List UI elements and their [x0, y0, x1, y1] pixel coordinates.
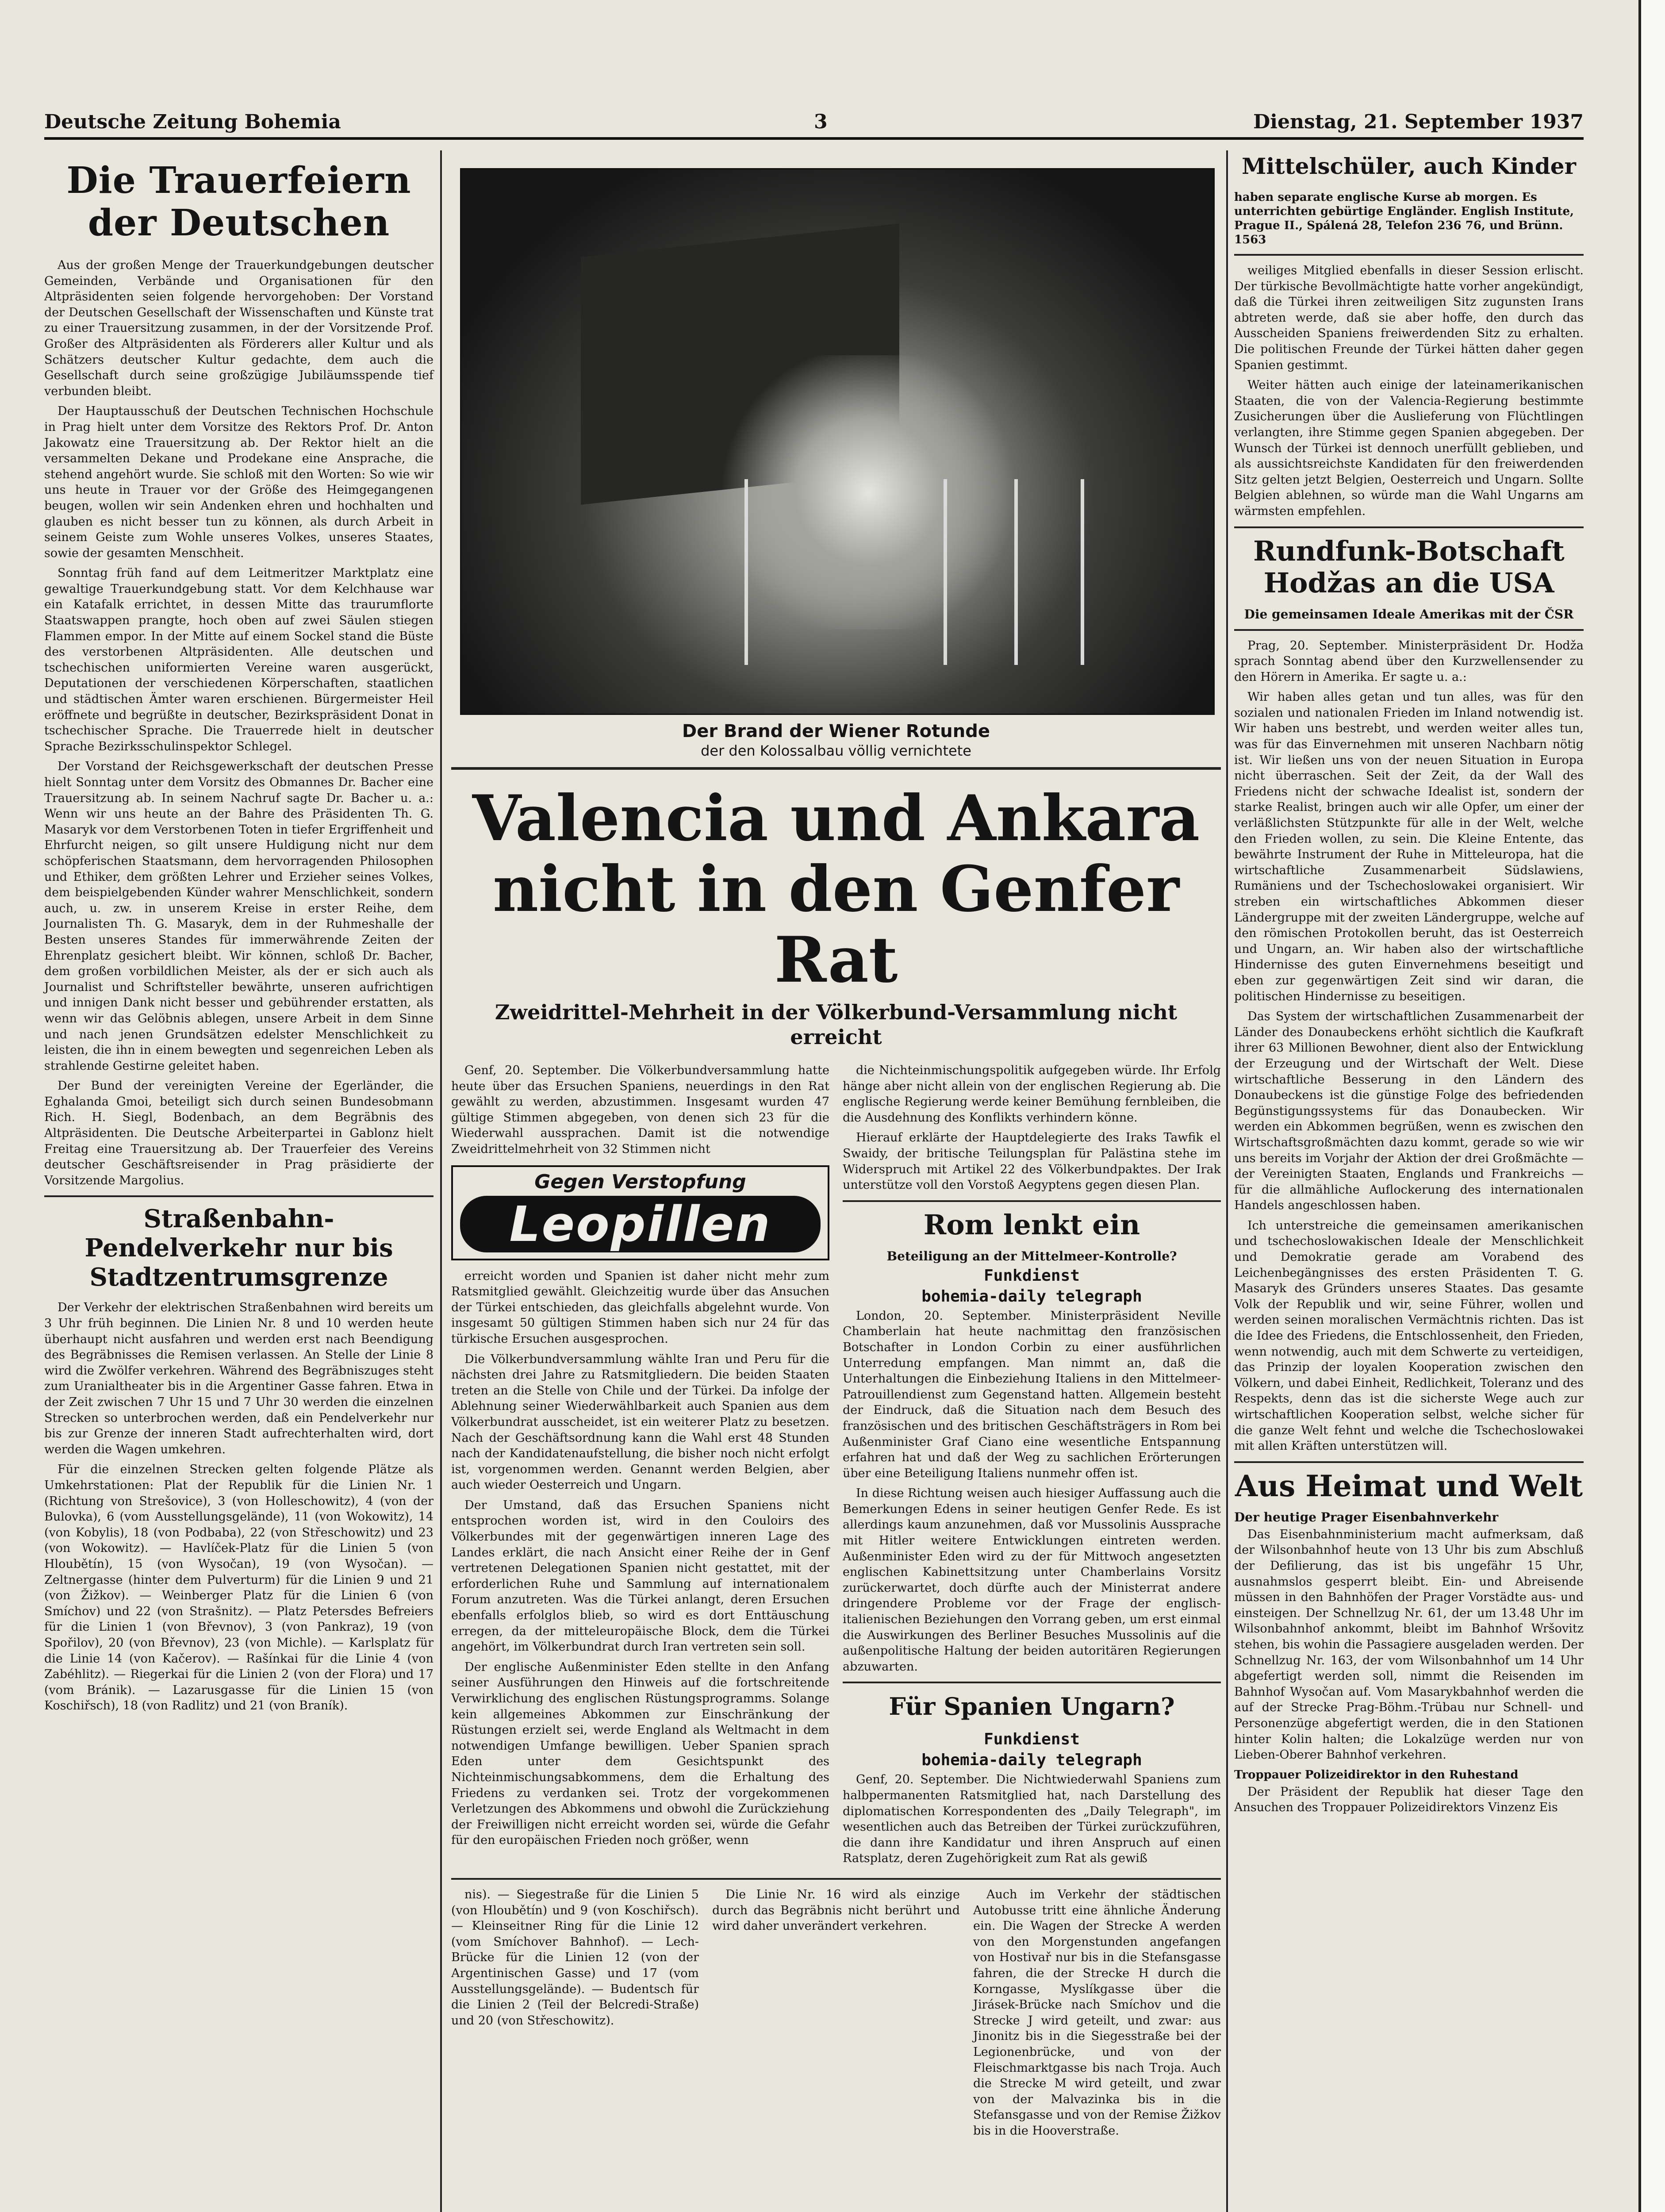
article-body	[843, 1772, 1221, 1866]
continuation-column	[451, 1887, 699, 2143]
article-headline: Straßenbahn-Pendelverkehr nur bis Stadtzentrumsgrenze	[84, 1204, 393, 1292]
article-subheadline: Beteiligung an der Mittelmeer-Kontrolle?	[886, 1248, 1177, 1263]
article-headline: Rundfunk-Botschaft Hodžas an die USA	[1253, 534, 1565, 599]
newspaper-name: Deutsche Zeitung Bohemia	[44, 111, 341, 133]
article-subheadline: Troppauer Polizeidirektor in den Ruhestand	[1234, 1768, 1519, 1782]
photo-post	[1014, 479, 1018, 665]
issue-date: Dienstag, 21. September 1937	[1253, 111, 1584, 133]
paragraph: Wir haben alles getan und tun alles, was für den sozialen und nationalen Frieden im Inland notwendig ist. Wir haben uns bestrebt, und werden weiter alles tun, was für das Einvernehmen mit unseren Nachbarn nötig ist. Wir ließen uns von der neuen Situation in Europa nicht überraschen. Seit der Zeit, da der Wall des Friedens nicht der schwache Idealist ist, sondern der starke Realist, bringen auch wir alle Opfer, um einer der verläßlichsten Stützpunkte für alle in der Welt, welche den Frieden wollen, zu sein. Die Kleine Entente, das bewährte Instrument der Ruhe in Mitteleuropa, hat die wirtschaftliche Zusammenarbeit Südslawiens, Rumäniens und der Tschechoslowakei organisiert. Wir streben ein wirtschaftliches Abkommen dieser Ländergruppe mit der zweiten Ländergruppe, welche auf den römischen Protokollen beruht, das ist Oesterreich und Ungarn, an. Wir haben also der wirtschaftliche Hindernisse des guten Einvernehmens beseitigt und eben zur gegenwärtigen Zeit sind wir daran, die politischen Hindernisse zu beseitigen.	[1234, 690, 1584, 1003]
photo-caption: Der Brand der Wiener Rotunde	[682, 721, 990, 741]
paragraph: weiliges Mitglied ebenfalls in dieser Session erlischt. Der türkische Bevollmächtigte hatte vorher angekündigt, daß die Türkei ihren zeitweiligen Sitz zugunsten Irans abtreten werde, daß sie aber hoffe, den durch das Ausscheiden Spaniens freiwerdenden Sitz zu erhalten. Die politischen Freunde der Türkei hätten daher gegen Spanien gestimmt.	[1234, 264, 1584, 372]
masthead	[44, 111, 1584, 140]
paragraph: Genf, 20. September. Die Völkerbundversammlung hatte heute über das Ersuchen Spaniens, neuerdings in den Rat gewählt zu werden, abzustimmen. Insgesamt wurden 47 gültige Stimmen abgegeben, von denen sich 23 für die Wiederwahl aussprachen. Damit ist die notwendige Zweidrittelmehrheit von 32 Stimmen nicht	[451, 1064, 829, 1156]
paragraph: Die Völkerbundversammlung wählte Iran und Peru für die nächsten drei Jahre zu Ratsmitgliedern. Die beiden Staaten treten an die Stelle von Chile und der Türkei. Da infolge der Ablehnung seiner Wiederwählbarkeit auch Spanien aus dem Völkerbundrat ausscheidet, ist ein weiterer Platz zu besetzen. Nach der Geschäftsordnung kann die Wahl erst 48 Stunden nach der Kandidatenaufstellung, die bisher noch nicht erfolgt ist, vorgenommen werden. Genannt werden Belgien, aber auch wieder Oesterreich und Ungarn.	[451, 1352, 829, 1492]
article-headline: Rom lenkt ein	[923, 1208, 1140, 1241]
photo-post	[744, 479, 748, 665]
paragraph: die Nichteinmischungspolitik aufgegeben würde. Ihr Erfolg hänge aber nicht allein von der englischen Regierung ab. Die englische Regierung werde keiner Bemühung fernbleiben, die die Ausdehnung des Konflikts verhindern könne.	[843, 1064, 1221, 1125]
paragraph: Das System der wirtschaftlichen Zusammenarbeit der Länder des Donaubeckens erhöht sichtlich die Kaufkraft ihrer 63 Millionen Bewohner, dient also der Entwicklung der Erzeugung und der Wirtschaft der Welt. Diese wirtschaftliche Besserung in den Ländern des Donaubeckens ist die günstige Folge des befriedenden Begünstigungssystems für das Donaubecken. Wir werden ein Abkommen begrüßen, wenn es zwischen den Wirtschaftsgroßmächten dazu kommt, gerade so wie wir uns bereits im Vorjahr der Aktion der drei Großmächte — der Vereinigten Staaten, Englands und Frankreichs — für die allmähliche Auflockerung des internationalen Handels angeschlossen haben.	[1234, 1010, 1584, 1213]
divider	[843, 1200, 1221, 1202]
divider	[1234, 254, 1584, 256]
paragraph: Der englische Außenminister Eden stellte in den Anfang seiner Ausführungen den Hinweis auf die fortschreitende Verwirklichung des englischen Rüstungsprogramms. Solange kein allgemeines Abkommen zur Einschränkung der Rüstungen erzielt sei, werde England als Weltmacht in dem notwendigen Umfange bewilligen. Ueber Spanien sprach Eden unter dem Gesichtspunkt des Nichteinmischungsabkommens, dem die Erhaltung des Friedens zu verdanken sei. Trotz der vorgekommenen Verletzungen des Abkommens und obwohl die Zurückziehung der Freiwilligen nicht erreicht worden sei, würde die Gefahr für den europäischen Frieden noch größer, wenn	[451, 1660, 829, 1847]
photo-post	[1081, 479, 1084, 665]
news-service: Funkdienst	[984, 1730, 1080, 1749]
continuation-strip	[451, 1887, 1221, 2143]
paragraph: In diese Richtung weisen auch hiesiger Auffassung auch die Bemerkungen Edens in seiner heutigen Genfer Rede. Es ist allerdings kaum anzunehmen, daß vor Mussolinis Aussprache mit Hitler weitere Entwicklungen eintreten werden. Außenminister Eden wird zu der für Mittwoch angesetzten englischen Kabinettsitzung unter Chamberlains Vorsitz zurückerwartet, doch dürfte auch der Ministerrat andere dringendere Probleme vor der Frage der englisch-italienischen Beziehungen den Vorrang geben, um erst einmal die Auswirkungen des Berliner Besuches Mussolinis auf die außenpolitische Haltung der beiden autoritären Regierungen abzuwarten.	[843, 1486, 1221, 1674]
article-body	[843, 1308, 1221, 1675]
photo-smoke	[709, 355, 1028, 630]
paragraph: Sonntag früh fand auf dem Leitmeritzer Marktplatz eine gewaltige Trauerkundgebung statt. Vor dem Kelchhause war ein Katafalk errichtet, in dessen Mitte das traurumflorte Staatswappen prangte, hoch oben auf zwei Säulen stiegen Flammen empor. In der Mitte auf einem Sockel stand die Büste des verstorbenen Altpräsidenten. Alle deutschen und tschechischen uniformierten Vereine waren ausgerückt, Deputationen der verschiedenen Körperschaften, staatlichen und städtischen Ämter waren erschienen. Bürgermeister Heil eröffnete und begrüßte in deutscher, Bezirkspräsident Donat in tschechischer Sprache. Die Trauerrede hielt in deutscher Sprache Bezirksschulinspektor Schlegel.	[44, 566, 434, 753]
article-body	[1234, 638, 1584, 1454]
news-service: bohemia-daily telegraph	[921, 1751, 1142, 1770]
article-subheadline: Die gemeinsamen Ideale Amerikas mit der ČSR	[1244, 607, 1574, 622]
ad-headline: Mittelschüler, auch Kinder	[1242, 153, 1576, 179]
photo-post	[944, 479, 947, 665]
article-body	[451, 1268, 829, 1848]
ad-tagline: Gegen Verstopfung	[534, 1170, 746, 1193]
paragraph: Der Präsident der Republik hat dieser Tage den Ansuchen des Troppauer Polizeidirektors Vinzenz Eis	[1234, 1785, 1584, 1815]
article-body	[44, 257, 434, 1188]
article-headline: Für Spanien Ungarn?	[889, 1692, 1175, 1721]
paragraph: Der Verkehr der elektrischen Straßenbahnen wird bereits um 3 Uhr früh beginnen. Die Linien Nr. 8 und 10 werden heute überhaupt nicht ausfahren und werden erst nach Beendigung des Begräbnisses die Remisen verlassen. An Stelle der Linie 8 wird die Zwölfer verkehren. Während des Begräbniszuges steht zum Uranialtheater bis in die Argentiner Gasse fahren. Etwa in der Zeit zwischen 7 Uhr 15 und 7 Uhr 30 werden die einzelnen Strecken so unterbrochen werden, daß ein Pendelverkehr nur bis zur Grenze der inneren Stadt aufrechterhalten wird, dort werden die Wagen umkehren.	[44, 1301, 434, 1456]
paragraph: erreicht worden und Spanien ist daher nicht mehr zum Ratsmitglied gewählt. Gleichzeitig wurde über das Ansuchen der Türkei entschieden, das gleichfalls abgelehnt wurde. Von insgesamt 50 gültigen Stimmen haben sich nur 24 für das türkische Ersuchen ausgesprochen.	[451, 1269, 829, 1346]
newspaper-page	[27, 0, 1641, 2212]
divider	[1234, 526, 1584, 528]
column-rule	[1226, 150, 1228, 2212]
lead-subheadline: Zweidrittel-Mehrheit in der Völkerbund-Versammlung nicht erreicht	[495, 1000, 1178, 1049]
article-body	[44, 1300, 434, 1713]
divider	[44, 1195, 434, 1197]
column-center	[451, 150, 1221, 2143]
divider	[451, 1878, 1221, 1880]
paragraph: London, 20. September. Ministerpräsident Neville Chamberlain hat heute nachmittag den französischen Botschafter in London Corbin zu einer ausführlichen Unterredung empfangen. Man nimmt an, daß die Unterhaltungen die Einbeziehung Italiens in den Mittelmeer-Patrouillendienst zum Gegenstand hatten. Allgemein besteht der Eindruck, daß die Situation nach dem Besuch des französischen und des britischen Geschäftsträgers in Rom bei Außenminister Graf Ciano eine wesentliche Entspannung erfahren hat und daß der Weg zu sachlichen Erörterungen über eine Beteiligung Italiens nunmehr offen ist.	[843, 1309, 1221, 1480]
paragraph: Der Hauptausschuß der Deutschen Technischen Hochschule in Prag hielt unter dem Vorsitze des Rektors Prof. Dr. Anton Jakowatz eine Trauersitzung ab. Der Rektor hielt an die versammelten Dekane und Prodekane eine Ansprache, die stehend angehört wurde. Sie schloß mit den Worten: So wie wir uns heute in Trauer vor der Größe des Heimgegangenen beugen, wollen wir sein Andenken ehren und hochhalten und glauben es nicht besser tun zu können, als durch Arbeit in seinem Geiste zum Wohle unseres Volkes, unseres Staates, sowie der gesamten Menschheit.	[44, 404, 434, 560]
advertisement	[451, 1165, 829, 1260]
paragraph: Ich unterstreiche die gemeinsamen amerikanischen und tschechoslowakischen Ideale der Menschlichkeit und Demokratie gerade am Vorabend des Leichenbegängnisses des ersten Präsidenten T. G. Masaryk des Gründers unseres Staates. Das gesamte Volk der Republik und wir, seine Führer, wollen und werden seinen moralischen Vermächtnis richten. Das ist die Idee des Friedens, die Entschlossenheit, den Frieden, wenn notwendig, auch mit dem Schwerte zu verteidigen, das Prinzip der loyalen Kooperation zwischen den Völkern, und dabei Einheit, Redlichkeit, Toleranz und des Respekts, denn das ist die sicherste Wege auch zur wirtschaftlichen Kooperation selbst, welche sicher für die ganze Welt fehnt und welche die Tschechoslowakei mit allen Kräften unterstützen will.	[1234, 1218, 1584, 1453]
article-body	[1234, 263, 1584, 519]
paragraph: Der Vorstand der Reichsgewerkschaft der deutschen Presse hielt Sonntag unter dem Vorsitz des Obmannes Dr. Bacher eine Trauersitzung ab. In seinem Nachruf sagte Dr. Bacher u. a.: Wenn wir uns heute an der Bahre des Präsidenten Th. G. Masaryk vor dem Verstorbenen Toten in tiefer Ergriffenheit und Ehrfurcht neigen, so gilt unsere Huldigung nicht nur dem schöpferischen Staatsmann, dem hervorragenden Philosophen und Ethiker, dem größten Lehrer und Erzieher seines Volkes, dem beispielgebenden Künder wahrer Menschlichkeit, sondern auch, u. zw. in unserem Kreise in erster Reihe, dem Journalisten Th. G. Masaryk, dem in der Ruhmeshalle der Besten unseres Standes für immerwährende Zeiten der Ehrenplatz gesichert bleibt. Wir können, schloß Dr. Bacher, dem großen vorbildlichen Meister, als der er sich auch als Journalist und Schriftsteller bewährte, unseren aufrichtigen und innigen Dank nicht besser und gebührender erstatten, als wenn wir das Gelöbnis ablegen, unsere Arbeit in dem Sinne und nach jenen Grundsätzen edelster Menschlichkeit zu leisten, die ihn in einem bewegten und segenreichen Leben als strahlende Gestirne geleitet haben.	[44, 760, 434, 1073]
article-body	[843, 1063, 1221, 1193]
divider	[1234, 629, 1584, 631]
column-right	[1234, 150, 1584, 1820]
continuation-column	[712, 1887, 960, 2143]
column-rule	[440, 150, 442, 2212]
paragraph: Hierauf erklärte der Hauptdelegierte des Iraks Tawfik el Swaidy, der britische Teilungsplan für Palästina stehe im Widerspruch mit Artikel 22 des Völkerbundpaktes. Der Irak unterstütze voll den Vorstoß Aegyptens gegen diesen Plan.	[843, 1131, 1221, 1192]
paragraph: Weiter hätten auch einige der lateinamerikanischen Staaten, die von der Valencia-Regierung bestimmte Zusicherungen über die Auslieferung von Flüchtlingen verlangten, ihre Stimme gegen Spanien abgegeben. Der Wunsch der Türkei ist dennoch unerfüllt geblieben, und als aussichtsreichste Kandidaten für den freiwerdenden Sitz gelten jetzt Belgien, Oesterreich und Ungarn. Sollte Belgien ablehnen, so würde man die Wahl Ungarns am wärmsten empfehlen.	[1234, 378, 1584, 518]
paragraph: Der Umstand, daß das Ersuchen Spaniens nicht entsprochen worden ist, wird in den Couloirs des Völkerbundes mit der gegenwärtigen inneren Lage des Landes erklärt, die nach Ansicht einer Reihe der in Genf vertretenen Delegationen Spanien nicht gestattet, mit der erforderlichen Ruhe und Sammlung auf internationalem Forum anzutreten. Was die Türkei anlangt, deren Ersuchen ebenfalls erfolglos blieb, so wird es dort Enttäuschung erregen, da der mitteleuropäische Block, dem die Türkei angehört, im Völkerbundrat durch Iran vertreten sein soll.	[451, 1498, 829, 1654]
news-service: bohemia-daily telegraph	[921, 1287, 1142, 1306]
paragraph: Genf, 20. September. Die Nichtwiederwahl Spaniens zum halbpermanenten Ratsmitglied hat, nach Darstellung des diplomatischen Korrespondenten des „Daily Telegraph", im wesentlichen auch das Betreiben der Türkei zurückzuführen, die dann ihre Kandidatur und ihren Anspruch auf einen Ratsplatz, deren Zugehörigkeit zum Rat als gewiß	[843, 1773, 1221, 1866]
lead-article-right	[843, 1063, 1221, 1871]
ad-brand: Leopillen	[460, 1196, 821, 1252]
article-headline: Die Trauerfeiern der Deutschen	[66, 159, 411, 244]
paragraph: nis). — Siegestraße für die Linien 5 (von Hloubětín) und 9 (von Koschiřsch). — Kleinseitner Ring für die Linie 12 (vom Smíchover Bahnhof). — Lech-Brücke für die Linien 12 (von der Argentinischen Gasse) und 17 (vom Ausstellungsgelände). — Budentsch für die Linien 2 (Teil der Belcredi-Straße) und 20 (von Střeschowitz).	[451, 1887, 699, 2028]
scan-edge	[1638, 0, 1665, 2212]
paragraph: Auch im Verkehr der städtischen Autobusse tritt eine ähnliche Änderung ein. Die Wagen der Strecke A werden von den Morgenstunden angefangen von Hostivař nur bis in die Stefansgasse fahren, die der Strecke H durch die Korngasse, Myslíkgasse über die Jirásek-Brücke nach Smíchov und die Strecke J wird geteilt, und zwar: aus Jinonitz bis in die Siegesstraße bei der Legionenbrücke, und von der Fleischmarktgasse bis nach Troja. Auch die Strecke M wird geteilt, und zwar von der Malvazinka bis in die Stefansgasse und von der Remise Žižkov bis in die Hooverstraße.	[973, 1887, 1221, 2138]
continuation-column	[973, 1887, 1221, 2143]
news-service: Funkdienst	[984, 1266, 1080, 1285]
photo-subcaption: der den Kolossalbau völlig vernichtete	[701, 742, 971, 759]
article-body	[1234, 1527, 1584, 1763]
lead-article	[451, 1063, 1221, 1871]
divider	[1234, 1461, 1584, 1463]
article-subheadline: Der heutige Prager Eisenbahnverkehr	[1234, 1509, 1499, 1525]
article-body	[1234, 1784, 1584, 1816]
paragraph: Für die einzelnen Strecken gelten folgende Plätze als Umkehrstationen: Plat der Republik für die Linien Nr. 1 (Richtung von Strešovice), 3 (von Holleschowitz), 4 (von der Bulovka), 6 (vom Ausstellungsgelände), 11 (von Wokowitz), 14 (von Kobylis), 18 (von Podbaba), 22 (von Střeschowitz) und 23 (von Wokowitz). — Havlíček-Platz für die Linien 5 (von Hloubětín), 15 (von Wysočan), 19 (von Wysočan). — Zeltnergasse (hinter dem Pulverturm) für die Linien 9 und 21 (von Žižkov). — Weinberger Platz für die Linien 6 (von Smíchov) und 22 (von Strašnitz). — Platz Petersdes Befreiers für die Linien 1 (von Břevnov), 3 (von Pankraz), 19 (von Spořilov), 20 (von Břevnov), 23 (von Michle). — Karlsplatz für die Linie 14 (von Kačerov). — Rašínkai für die Linie 4 (von Zabéhlitz). — Riegerkai für die Linien 2 (von der Flora) und 17 (vom Bránik). — Lazarusgasse für die Linien 15 (von Koschiřsch), 18 (von Radlitz) und 21 (von Braník).	[44, 1463, 434, 1713]
paragraph: Das Eisenbahnministerium macht aufmerksam, daß der Wilsonbahnhof heute von 13 Uhr bis zum Abschluß der Defilierung, das ist bis ungefähr 15 Uhr, ausnahmslos gesperrt bleibt. Ein- und Abreisende müssen in den Bahnhöfen der Prager Vorstädte aus- und einsteigen. Der Schnellzug Nr. 61, der um 13.48 Uhr im Wilsonbahnhof ankommt, bleibt im Bahnhof Wršovitz stehen, bis wohin die Passagiere ausgeladen werden. Der Schnellzug Nr. 163, der vom Wilsonbahnhof um 14 Uhr abgefertigt werden soll, nimmt die Reisenden im Bahnhof Wysočan auf. Vom Masarykbahnhof werden die auf der Strecke Prag-Böhm.-Trübau nur Schnell- und Personenzüge abgefertigt werden, die in den Stationen hinter Kolin halten; die Lokalzüge werden nur von Lieben-Oberer Bahnhof verkehren.	[1234, 1527, 1584, 1762]
divider	[843, 1682, 1221, 1683]
lead-article-left	[451, 1063, 829, 1871]
lead-headline: Valencia und Ankara nicht in den Genfer Rat	[472, 782, 1200, 997]
section-headline: Aus Heimat und Welt	[1235, 1468, 1583, 1503]
divider	[451, 767, 1221, 770]
column-left	[44, 150, 434, 1718]
advertisement-text: haben separate englische Kurse ab morgen. Es unterrichten gebürtige Engländer. English Institute, Prague II., Spálená 28, Telefon 236 76, und Brünn. 1563	[1234, 191, 1574, 246]
paragraph: Aus der großen Menge der Trauerkundgebungen deutscher Gemeinden, Verbände und Organisationen für den Altpräsidenten seien folgende hervorgehoben: Der Vorstand der Deutschen Gesellschaft der Wissenschaften und Künste trat zu einer Trauersitzung zusammen, in der der Vorsitzende Prof. Großer des Altpräsidenten als Förderers aller Kultur und als Schätzers deutscher Kultur gedachte, dem auch die Gesellschaft durch seine großzügige Jubiläumsspende tief verbunden bleibt.	[44, 258, 434, 398]
news-photo	[460, 168, 1215, 715]
article-body	[451, 1063, 829, 1157]
paragraph: Prag, 20. September. Ministerpräsident Dr. Hodža sprach Sonntag abend über den Kurzwellensender zu den Hörern in Amerika. Er sagte u. a.:	[1234, 638, 1584, 684]
paragraph: Der Bund der vereinigten Vereine der Egerländer, die Eghalanda Gmoi, beteiligt sich durch seinen Bundesobmann Rich. H. Siegl, Bodenbach, an dem Begräbnis des Altpräsidenten. Die Deutsche Arbeiterpartei in Gablonz hielt Freitag eine Trauersitzung ab. Der Trauerfeier des Vereins deutscher Geschäftsreisender in Prag präsidierte der Vorsitzende Margolius.	[44, 1079, 434, 1187]
page-number: 3	[814, 111, 828, 133]
paragraph: Die Linie Nr. 16 wird als einzige durch das Begräbnis nicht berührt und wird daher unverändert verkehren.	[712, 1887, 960, 1933]
